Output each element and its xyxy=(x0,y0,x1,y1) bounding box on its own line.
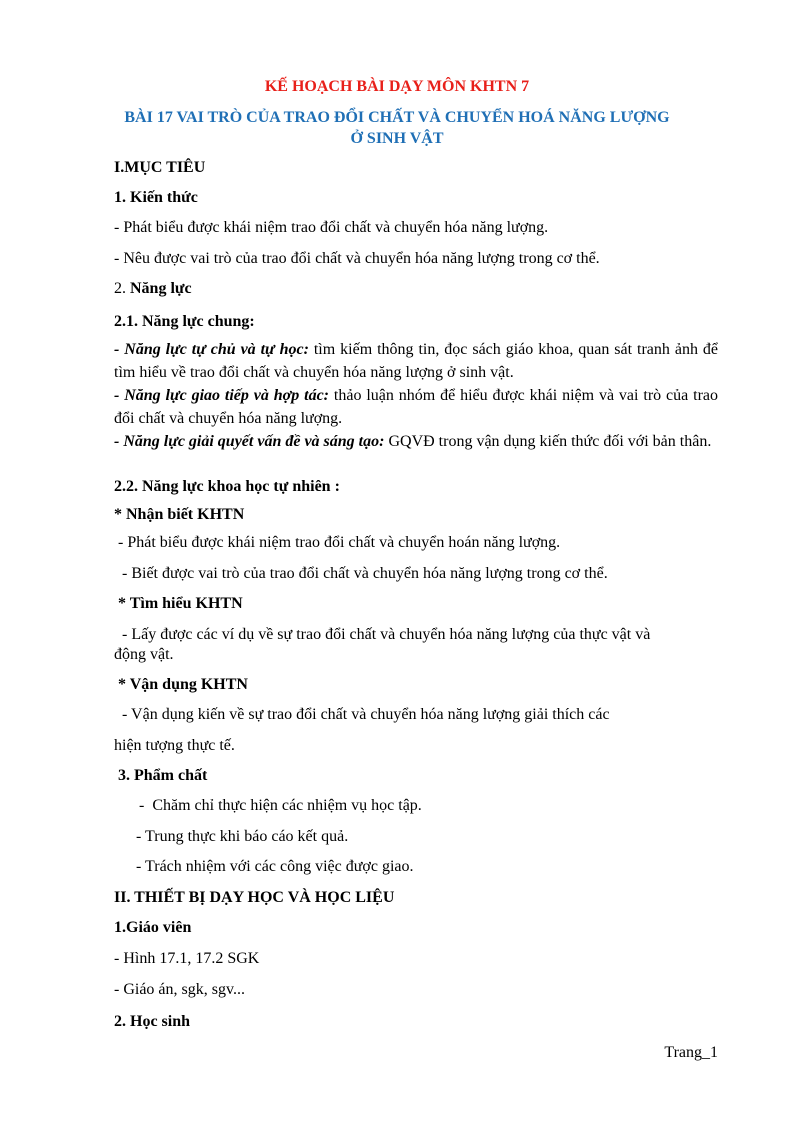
quality-item-3: - Trách nhiệm với các công việc được giao. xyxy=(136,858,414,875)
heading-apply: * Vận dụng KHTN xyxy=(114,676,248,693)
subheading-general-competence: 2.1. Năng lực chung: xyxy=(114,313,255,330)
recognize-item-1: - Phát biểu được khái niệm trao đổi chất và chuyển hoán năng lượng. xyxy=(114,534,561,551)
apply-item-line2: hiện tượng thực tế. xyxy=(114,737,235,754)
subheading-teacher: 1.Giáo viên xyxy=(114,919,192,936)
communication-text: thảo luận nhóm để hiểu được khái niệm và vai trò của trao đổi chất và chuyển hóa năng lượng. xyxy=(114,387,718,427)
section-heading-equipment: II. THIẾT BỊ DẠY HỌC VÀ HỌC LIỆU xyxy=(114,889,395,906)
subheading-competence xyxy=(114,279,192,299)
heading-qualities: 3. Phẩm chất xyxy=(114,767,208,784)
competence-label: Năng lực xyxy=(130,280,192,297)
knowledge-item-2: - Nêu được vai trò của trao đổi chất và chuyển hóa năng lượng trong cơ thể. xyxy=(114,250,600,267)
communication-label: - Năng lực giao tiếp và hợp tác: xyxy=(114,387,330,404)
document-title: KẾ HOẠCH BÀI DẠY MÔN KHTN 7 xyxy=(264,78,530,95)
competence-number: 2. xyxy=(114,280,130,297)
teacher-item-2: - Giáo án, sgk, sgv... xyxy=(114,981,245,998)
heading-explore: * Tìm hiểu KHTN xyxy=(114,595,243,612)
explore-item-line1: - Lấy được các ví dụ về sự trao đổi chất và chuyển hóa năng lượng của thực vật và xyxy=(114,626,651,643)
lesson-title-line2: Ở SINH VẬT xyxy=(350,130,444,147)
heading-recognize: * Nhận biết KHTN xyxy=(114,506,245,523)
subheading-knowledge: 1. Kiến thức xyxy=(114,189,198,206)
self-study-label: - Năng lực tự chủ và tự học: xyxy=(114,341,309,358)
paragraph-self-study xyxy=(114,338,718,384)
knowledge-item-1: - Phát biểu được khái niệm trao đổi chất và chuyển hóa năng lượng. xyxy=(114,219,549,236)
teacher-item-1: - Hình 17.1, 17.2 SGK xyxy=(114,950,260,967)
paragraph-problem-solving xyxy=(114,430,718,453)
self-study-text: tìm kiếm thông tin, đọc sách giáo khoa, quan sát tranh ảnh để tìm hiểu về trao đổi chất và chuyển hóa năng lượng ở sinh vật. xyxy=(114,341,718,381)
quality-item-2: - Trung thực khi báo cáo kết quả. xyxy=(136,828,349,845)
apply-item-line1: - Vận dụng kiến về sự trao đổi chất và chuyển hóa năng lượng giải thích các xyxy=(114,706,610,723)
recognize-item-2: - Biết được vai trò của trao đổi chất và chuyển hóa năng lượng trong cơ thể. xyxy=(114,565,608,582)
quality-item-1: - Chăm chỉ thực hiện các nhiệm vụ học tập. xyxy=(139,797,422,814)
paragraph-communication xyxy=(114,384,718,430)
problem-solving-text: GQVĐ trong vận dụng kiến thức đối với bản thân. xyxy=(384,433,712,450)
problem-solving-label: - Năng lực giải quyết vấn đề và sáng tạo: xyxy=(114,433,385,450)
page-number: Trang_1 xyxy=(664,1044,718,1061)
subheading-student: 2. Học sinh xyxy=(114,1013,191,1030)
explore-item-line2: động vật. xyxy=(114,646,174,663)
lesson-title-line1: BÀI 17 VAI TRÒ CỦA TRAO ĐỔI CHẤT VÀ CHUYỂN HOÁ NĂNG LƯỢNG xyxy=(124,109,670,126)
subheading-science-competence: 2.2. Năng lực khoa học tự nhiên : xyxy=(114,478,340,495)
section-heading-objectives: I.MỤC TIÊU xyxy=(114,159,206,176)
